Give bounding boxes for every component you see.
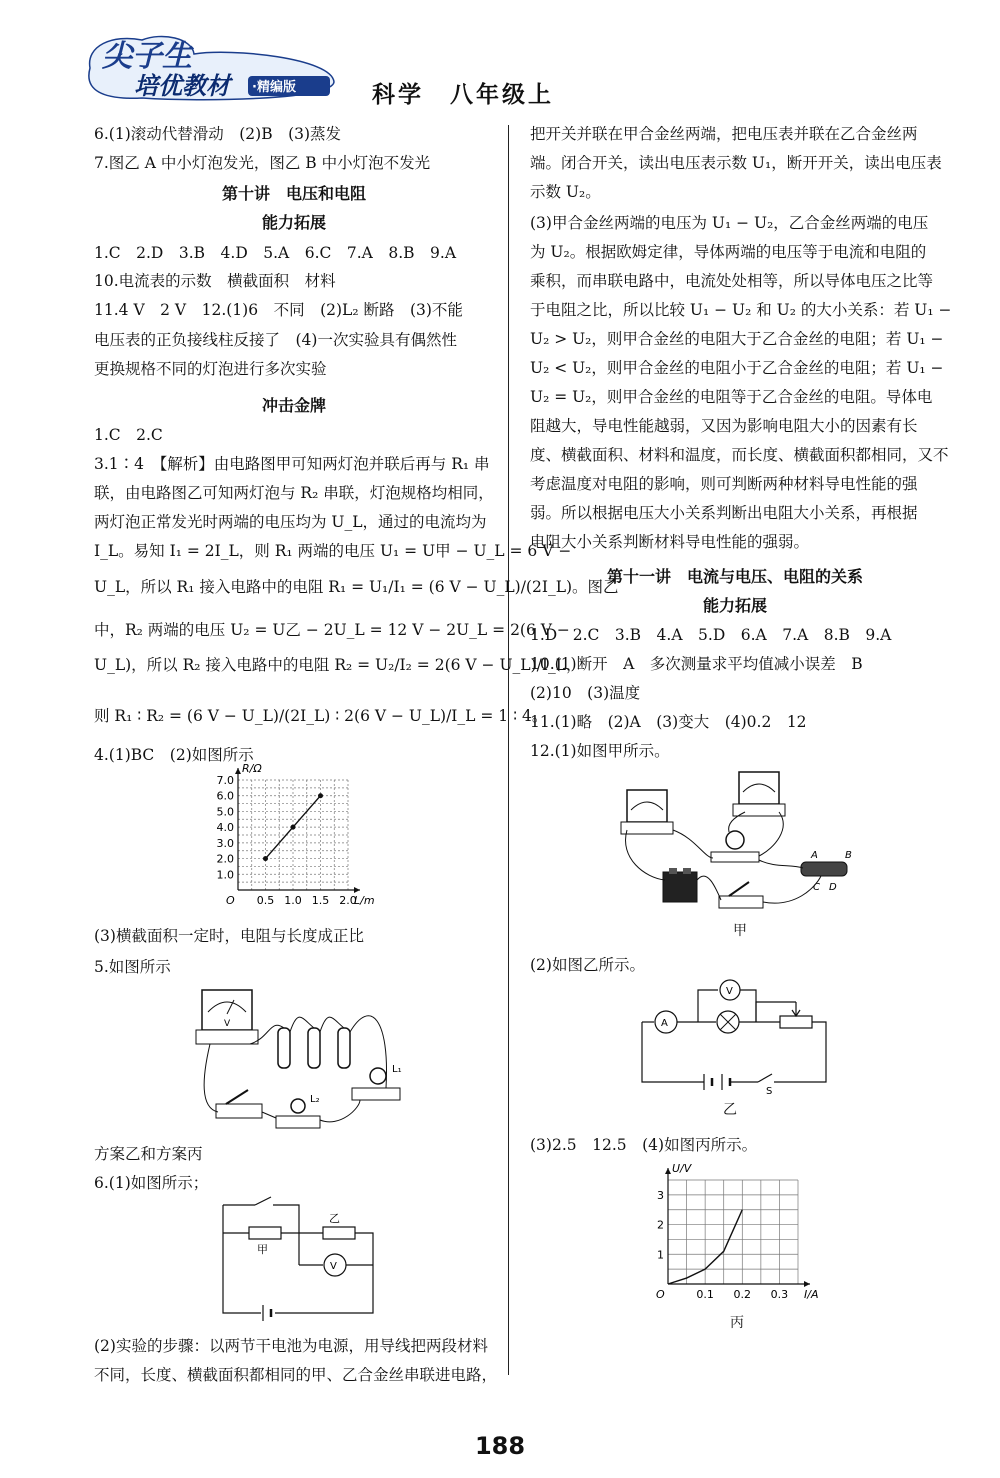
- answer-line: 两灯泡正常发光时两端的电压均为 U_L，通过的电流均为: [94, 513, 487, 531]
- switch-symbol: [758, 1074, 772, 1082]
- ammeter-icon: [621, 790, 673, 834]
- resistor-jia-symbol: [249, 1227, 281, 1239]
- svg-text:V: V: [330, 1261, 337, 1272]
- y-axis-label: U/V: [672, 1162, 692, 1175]
- x-axis-label: I/A: [804, 1288, 819, 1301]
- answer-line: (3)甲合金丝两端的电压为 U₁ − U₂，乙合金丝两端的电压: [530, 214, 929, 232]
- answer-line: 方案乙和方案丙: [94, 1145, 203, 1163]
- x-tick-label: 1.5: [311, 894, 330, 907]
- svg-text:A: A: [661, 1018, 668, 1029]
- answer-line: U₂ > U₂，则甲合金丝的电阻大于乙合金丝的电阻；若 U₁ −: [530, 330, 944, 348]
- logo-line2: 培优教材: [134, 72, 230, 100]
- answer-line: 阻越大，导电性能越弱，又因为影响电阻大小的因素有长: [530, 417, 918, 435]
- section-heading: 第十讲 电压和电阻: [221, 184, 366, 203]
- schematic-circuit-figure: [215, 1195, 390, 1329]
- column-divider: [508, 125, 509, 1375]
- x-tick-label: 0.5: [256, 894, 275, 907]
- x-axis-arrow: [804, 1281, 810, 1287]
- origin-label: O: [226, 894, 235, 907]
- answer-line: 5.如图所示: [94, 958, 171, 976]
- answer-line: 1.C 2.C: [94, 426, 163, 444]
- svg-text:S: S: [766, 1086, 773, 1097]
- answer-line: 则 R₁ ∶ R₂ = (6 V − U_L)/(2I_L) ∶ 2(6 V − U_L)/I_L = 1 ∶ 4。: [94, 707, 548, 725]
- switch-symbol: [255, 1197, 271, 1205]
- voltmeter-icon: [733, 772, 785, 816]
- answer-line: 电阻大小关系判断材料导电性能的强弱。: [530, 533, 810, 551]
- x-axis-label: L/m: [354, 894, 375, 907]
- battery-pack-icon: [663, 868, 697, 902]
- resistor-yi-symbol: [323, 1227, 355, 1239]
- x-tick-label: 2.0: [339, 894, 357, 907]
- answer-line: 6.(1)滚动代替滑动 (2)B (3)蒸发: [94, 125, 342, 143]
- answer-line: 更换规格不同的灯泡进行多次实验: [94, 360, 327, 378]
- answer-line: 7.图乙 A 中小灯泡发光，图乙 B 中小灯泡不发光: [94, 154, 431, 172]
- figure-yi-schematic: [632, 982, 832, 1096]
- y-tick-label: 5.0: [216, 805, 234, 819]
- svg-text:L₁: L₁: [392, 1064, 402, 1075]
- data-point: [291, 825, 296, 830]
- svg-text:V: V: [224, 1019, 231, 1029]
- y-tick-label: 3: [657, 1188, 664, 1202]
- resistor-coils-icon: [278, 1028, 350, 1068]
- switch-icon: [719, 882, 763, 908]
- resistance-length-graph: [200, 760, 375, 924]
- logo-tag: ·精编版: [252, 80, 296, 95]
- figure-caption-bing: 丙: [730, 1315, 744, 1331]
- svg-text:D: D: [829, 882, 837, 893]
- y-tick-label: 2: [657, 1218, 664, 1232]
- voltage-current-graph: [640, 1160, 830, 1314]
- answer-line: 考虑温度对电阻的影响，则可判断两种材料导电性能的强: [530, 475, 918, 493]
- y-tick-label: 7.0: [216, 774, 234, 787]
- svg-text:A: A: [811, 850, 818, 861]
- y-tick-label: 6.0: [216, 789, 234, 803]
- y-tick-label: 1: [657, 1248, 664, 1262]
- answer-line: 把开关并联在甲合金丝两端，把电压表并联在乙合金丝两: [530, 125, 918, 143]
- publisher-logo: [82, 28, 340, 106]
- y-axis-label: R/Ω: [242, 762, 262, 775]
- answer-line: 11.4 V 2 V 12.(1)6 不同 (2)L₂ 断路 (3)不能: [94, 301, 463, 319]
- y-axis-arrow: [665, 1168, 671, 1174]
- svg-text:V: V: [726, 986, 733, 997]
- answer-line: U_L)，所以 R₂ 接入电路中的电阻 R₂ = U₂/I₂ = 2(6 V − U_L)/I_L，: [94, 656, 582, 674]
- answer-line: U_L，所以 R₁ 接入电路中的电阻 R₁ = U₁/I₁ = (6 V − U_L)/(2I_L)。图乙: [94, 578, 619, 596]
- svg-text:L₂: L₂: [310, 1094, 320, 1105]
- label-yi: 乙: [329, 1212, 340, 1225]
- answer-line: 中，R₂ 两端的电压 U₂ = U乙 − 2U_L = 12 V − 2U_L = 2(6 V −: [94, 621, 570, 639]
- data-point: [318, 793, 323, 798]
- answer-line: 不同，长度、横截面积都相同的甲、乙合金丝串联进电路，: [94, 1366, 498, 1384]
- data-point: [263, 856, 268, 861]
- answer-line: U₂ = U₂，则甲合金丝的电阻等于乙合金丝的电阻。导体电: [530, 388, 933, 406]
- y-tick-label: 2.0: [216, 852, 234, 866]
- answer-line: 1.D 2.C 3.B 4.A 5.D 6.A 7.A 8.B 9.A: [530, 626, 892, 644]
- answer-line: 3.1∶4 【解析】由电路图甲可知两灯泡并联后再与 R₁ 串: [94, 455, 490, 473]
- answer-line: 度、横截面积、材料和温度，而长度、横截面积都相同，又不: [530, 446, 949, 464]
- answer-line: 1.C 2.D 3.B 4.D 5.A 6.C 7.A 8.B 9.A: [94, 244, 457, 262]
- rheostat-icon: [801, 850, 852, 893]
- subsection-heading: 能力拓展: [702, 596, 767, 615]
- figure-caption-yi: 乙: [723, 1102, 737, 1118]
- physical-circuit-figure: [190, 978, 410, 1142]
- y-tick-label: 3.0: [216, 836, 234, 850]
- bulb-l1-icon: [352, 1064, 402, 1100]
- answer-line: 示数 U₂。: [530, 183, 601, 201]
- x-axis-arrow: [354, 887, 360, 893]
- answer-line: 联，由电路图乙可知两灯泡与 R₂ 串联，灯泡规格均相同，: [94, 484, 494, 502]
- bulb-l2-icon: [276, 1094, 320, 1128]
- answer-line: 端。闭合开关，读出电压表示数 U₁，断开开关，读出电压表: [530, 154, 942, 172]
- subsection-heading: 冲击金牌: [261, 396, 326, 415]
- y-axis-arrow: [235, 768, 241, 774]
- answer-line: (3)2.5 12.5 (4)如图丙所示。: [530, 1136, 758, 1154]
- answer-line: 为 U₂。根据欧姆定律，导体两端的电压等于电流和电阻的: [530, 243, 927, 261]
- page-number: 188: [474, 1432, 526, 1460]
- voltmeter-icon: [196, 990, 258, 1044]
- answer-line: 4.(1)BC (2)如图所示: [94, 746, 254, 764]
- label-jia: 甲: [257, 1243, 268, 1256]
- figure-caption-jia: 甲: [733, 923, 747, 939]
- answer-line: (2)如图乙所示。: [530, 956, 645, 974]
- x-tick-label: 0.3: [770, 1288, 789, 1301]
- rheostat-symbol: [780, 1016, 812, 1028]
- answer-line: 10.(1)断开 A 多次测量求平均值减小误差 B: [530, 655, 863, 673]
- x-tick-label: 0.2: [733, 1288, 752, 1301]
- answer-line: 于电阻之比，所以比较 U₁ − U₂ 和 U₂ 的大小关系：若 U₁ −: [530, 301, 952, 319]
- origin-label: O: [656, 1288, 665, 1301]
- answer-line: (3)横截面积一定时，电阻与长度成正比: [94, 927, 364, 945]
- logo-line1: 尖子生: [102, 39, 192, 74]
- answer-line: 电压表的正负接线柱反接了 (4)一次实验具有偶然性: [94, 331, 457, 349]
- svg-text:B: B: [845, 850, 852, 861]
- x-tick-label: 1.0: [284, 894, 302, 907]
- y-tick-label: 1.0: [216, 868, 234, 882]
- subsection-heading: 能力拓展: [261, 213, 326, 232]
- y-tick-label: 4.0: [216, 821, 234, 835]
- answer-line: 11.(1)略 (2)A (3)变大 (4)0.2 12: [530, 713, 807, 731]
- svg-text:C: C: [813, 882, 820, 893]
- answer-line: U₂ < U₂，则甲合金丝的电阻小于乙合金丝的电阻；若 U₁ −: [530, 359, 944, 377]
- bulb-icon: [711, 831, 759, 862]
- answer-line: I_L。易知 I₁ = 2I_L，则 R₁ 两端的电压 U₁ = U甲 − U_L = 6 V −: [94, 542, 572, 560]
- switch-icon: [216, 1090, 262, 1118]
- figure-jia-physical-circuit: [615, 768, 865, 922]
- answer-line: 10.电流表的示数 横截面积 材料: [94, 272, 336, 290]
- answer-line: 弱。所以根据电压大小关系判断出电阻大小关系，再根据: [530, 504, 918, 522]
- page-header-title: 科学 八年级上: [372, 82, 554, 108]
- answer-line: (2)实验的步骤：以两节干电池为电源，用导线把两段材料: [94, 1337, 488, 1355]
- x-tick-label: 0.1: [696, 1288, 714, 1301]
- answer-line: 乘积，而串联电路中，电流处处相等，所以导体电压之比等: [530, 272, 934, 290]
- answer-line: 12.(1)如图甲所示。: [530, 742, 670, 760]
- answer-line: (2)10 (3)温度: [530, 684, 641, 702]
- answer-line: 6.(1)如图所示；: [94, 1174, 209, 1192]
- section-heading: 第十一讲 电流与电压、电阻的关系: [606, 567, 863, 586]
